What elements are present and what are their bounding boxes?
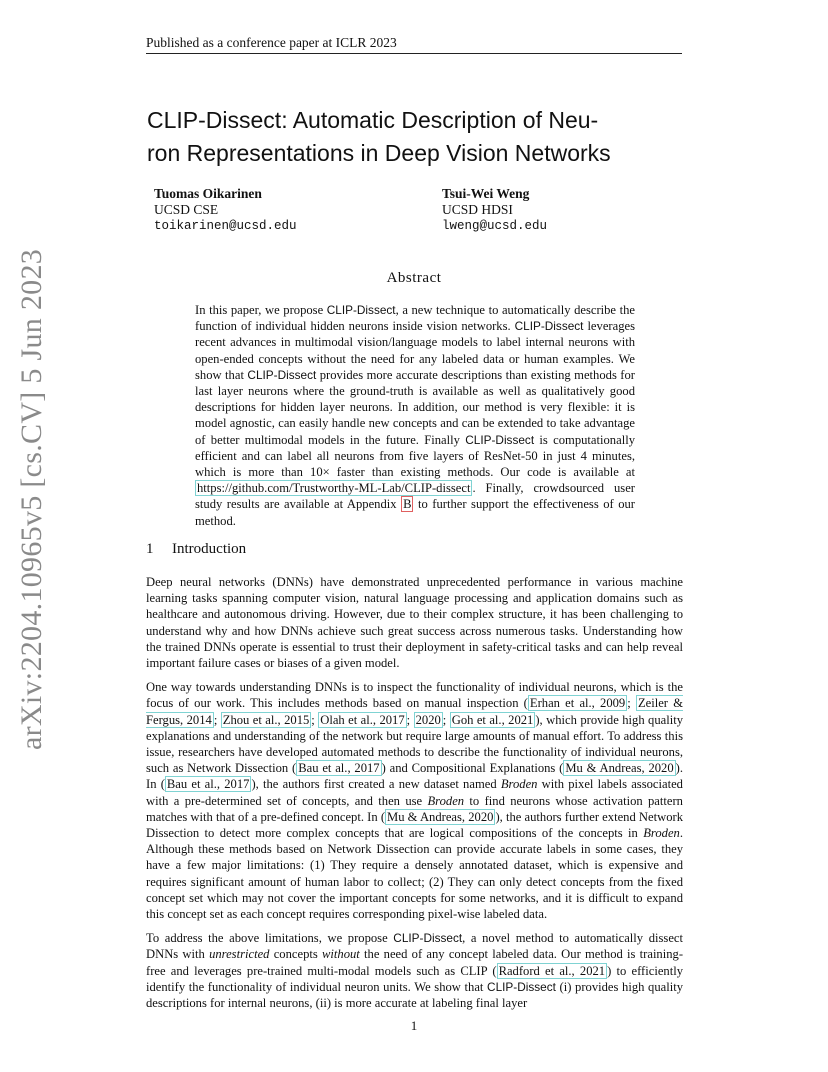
emphasis: unrestricted <box>209 947 270 962</box>
text: ) to efficiently identify the functionality of individual neuron units. We show that <box>146 963 683 994</box>
abstract-text: provides more accurate descriptions than existing methods for last layer neurons where the ground-truth is available as well as qualitatively good descriptions for hidden layer neurons. In addition, our method is very flexible: it is model agnostic, can easily handle new concepts and can be extended to take advantage of better multimodal models in the future. Finally <box>195 367 635 447</box>
author-1 <box>154 186 297 234</box>
citation-link[interactable]: Erhan et al., 2009 <box>529 696 626 711</box>
citation-link[interactable]: 2020 <box>415 712 441 727</box>
section-title: Introduction <box>172 541 247 557</box>
code-link[interactable]: https://github.com/Trustworthy-ML-Lab/CLIP-dissect <box>197 481 471 496</box>
title-line-1: CLIP-Dissect: Automatic Description of Neu- <box>147 107 599 133</box>
citation-link[interactable]: Mu & Andreas, 2020 <box>387 809 494 824</box>
body-text <box>146 574 683 1019</box>
dataset-name: Broden <box>500 777 538 792</box>
text: To address the above limitations, we propose <box>146 931 394 946</box>
abstract-heading <box>0 270 828 287</box>
dataset-name: Broden <box>427 793 465 808</box>
text: . Although these methods based on Network Dissection can provide accurate labels in some cases, they have a few major limitations: (1) They require a densely annotated dataset, which is expensive and requires significant amount of human labor to collect; (2) They can only detect concepts from the fixed concept set which may not cover the important concepts for some networks, and it is difficult to expand this concept set as each concept requires corresponding pixel-wise labeled data. <box>146 826 683 922</box>
abstract-text: In this paper, we propose <box>195 303 327 317</box>
citation-link[interactable]: Bau et al., 2017 <box>298 761 380 776</box>
text: to find neurons whose activation pattern matches with that of a pre-defined concept. In ( <box>146 793 683 824</box>
text: with pixel labels associated with a pre-determined set of concepts, and then use <box>146 777 683 808</box>
citation-link[interactable]: Zeiler & Fergus, 2014 <box>146 696 683 727</box>
paragraph-3 <box>146 930 683 1011</box>
abstract-body <box>195 302 635 529</box>
author-name: Tuomas Oikarinen <box>154 186 262 201</box>
method-name: CLIP-Dissect <box>487 979 556 994</box>
text: (i) provides high quality descriptions for internal neurons, (ii) is more accurate at labeling final layer <box>146 979 684 1011</box>
method-name: CLIP-Dissect <box>326 303 396 317</box>
running-header: Published as a conference paper at ICLR 2023 <box>146 35 397 50</box>
arxiv-watermark: arXiv:2204.10965v5 [cs.CV] 5 Jun 2023 <box>15 248 48 750</box>
abstract-text: , a new technique to automatically describe the function of individual hidden neurons inside vision networks. <box>195 303 635 334</box>
dataset-name: Broden <box>643 826 680 841</box>
emphasis: without <box>322 947 360 962</box>
header-rule <box>146 53 682 54</box>
citation-link[interactable]: Goh et al., 2021 <box>451 712 534 727</box>
author-name: Tsui-Wei Weng <box>442 186 530 201</box>
appendix-link[interactable]: B <box>403 497 412 512</box>
section-number: 1 <box>146 541 154 557</box>
text: , a novel method to automatically dissect DNNs with <box>146 931 683 962</box>
text: One way towards understanding DNNs is to inspect the functionality of individual neurons, which is the focus of our work. This includes methods based on manual inspection ( <box>146 680 683 711</box>
citation-link[interactable]: Zhou et al., 2015 <box>222 712 310 727</box>
text: ), the authors further extend Network Dissection to detect more complex concepts that are logical compositions of the concepts in <box>146 809 683 841</box>
citation-link[interactable]: Olah et al., 2017 <box>320 712 405 727</box>
text: ). In ( <box>146 761 683 792</box>
method-name: CLIP-Dissect <box>514 319 584 334</box>
page-number: 1 <box>410 1018 418 1033</box>
abstract-text: is computationally efficient and can label all neurons from five layers of ResNet-50 in just 4 minutes, which is more than 10× faster than existing methods. Our code is available at <box>195 432 635 480</box>
paragraph-1: Deep neural networks (DNNs) have demonstrated unprecedented performance in various machine learning tasks spanning computer vision, natural language processing and application domains such as healthcare and autonomous driving. However, due to their complex structure, it has been challenging to understand why and how DNNs achieve such great success across numerous tasks. Understanding how the trained DNNs operate is essential to trust their deployment in safety-critical tasks and can help reveal important failure cases or biases of a given model. <box>146 575 683 671</box>
abstract-text: leverages recent advances in multimodal vision/language models to label internal neurons with open-ended concepts without the need for any labeled data or human examples. We show that <box>195 319 635 382</box>
paper-title <box>147 104 707 170</box>
author-2 <box>442 186 547 234</box>
text: ), which provide high quality explanations and understanding of the network but require large amounts of manual effort. To address this issue, researchers have developed automated methods to describe the functionality of individual neurons, such as Network Dissection ( <box>146 712 684 776</box>
citation-link[interactable]: Radford et al., 2021 <box>498 963 606 978</box>
text: ), the authors first created a new dataset named <box>251 777 501 792</box>
abstract-text: to further support the effectiveness of our method. <box>195 497 636 528</box>
author-email[interactable]: lweng@ucsd.edu <box>442 219 548 233</box>
author-affiliation: UCSD CSE <box>154 202 219 217</box>
abstract-heading-text: Abstract <box>386 270 442 286</box>
author-affiliation: UCSD HDSI <box>442 202 513 217</box>
citation-link[interactable]: Mu & Andreas, 2020 <box>565 761 674 776</box>
section-heading <box>146 541 246 558</box>
method-name: CLIP-Dissect <box>465 432 535 447</box>
text: concepts <box>269 947 323 962</box>
method-name: CLIP-Dissect <box>393 931 463 946</box>
text: ) and Compositional Explanations ( <box>381 761 564 776</box>
abstract-text: . Finally, crowdsourced user study results are available at Appendix <box>195 481 635 512</box>
title-line-2: ron Representations in Deep Vision Networks <box>147 140 611 166</box>
citation-link[interactable]: Bau et al., 2017 <box>166 777 250 792</box>
paragraph-2: One way towards understanding DNNs is to inspect the functionality of individual neurons, which is the focus of our work. This includes methods based on manual inspection ( Erhan et al., 2009 ; Zeiler & Fergus, 2014 ; Zhou et al., 2015 ; Olah et al., 2017 ; 2020 ; Goh et al., 2021 ), which provide high quality explanations and understanding of the network but require large amounts of manual effort. To address this issue, researchers have developed automated methods to describe the functionality of individual neurons, such as Network Dissection ( Bau et al., 2017 ) and Compositional Explanations ( Mu & Andreas, 2020 ). In ( Bau et al., 2017 ), the authors first created a new dataset named Broden with pixel labels associated with a pre-determined set of concepts, and then use Broden to find neurons whose activation pattern matches with that of a pre-defined concept. In ( Mu & Andreas, 2020 ), the authors further extend Network Dissection to detect more complex concepts that are logical compositions of the concepts in Broden. Although these methods based on Network Dissection can provide accurate labels in some cases, they have a few major limitations: (1) They require a densely annotated dataset, which is expensive and requires significant amount of human labor to collect; (2) They can only detect concepts from the fixed concept set which may not cover the important concepts for some networks, and it is difficult to expand this concept set as each concept requires corresponding pixel-wise labeled data. <box>146 680 684 922</box>
author-email[interactable]: toikarinen@ucsd.edu <box>154 219 297 233</box>
text: the need of any concept labeled data. Our method is training-free and leverages pre-trained multi-modal models such as CLIP ( <box>146 947 684 978</box>
method-name: CLIP-Dissect <box>247 367 317 382</box>
